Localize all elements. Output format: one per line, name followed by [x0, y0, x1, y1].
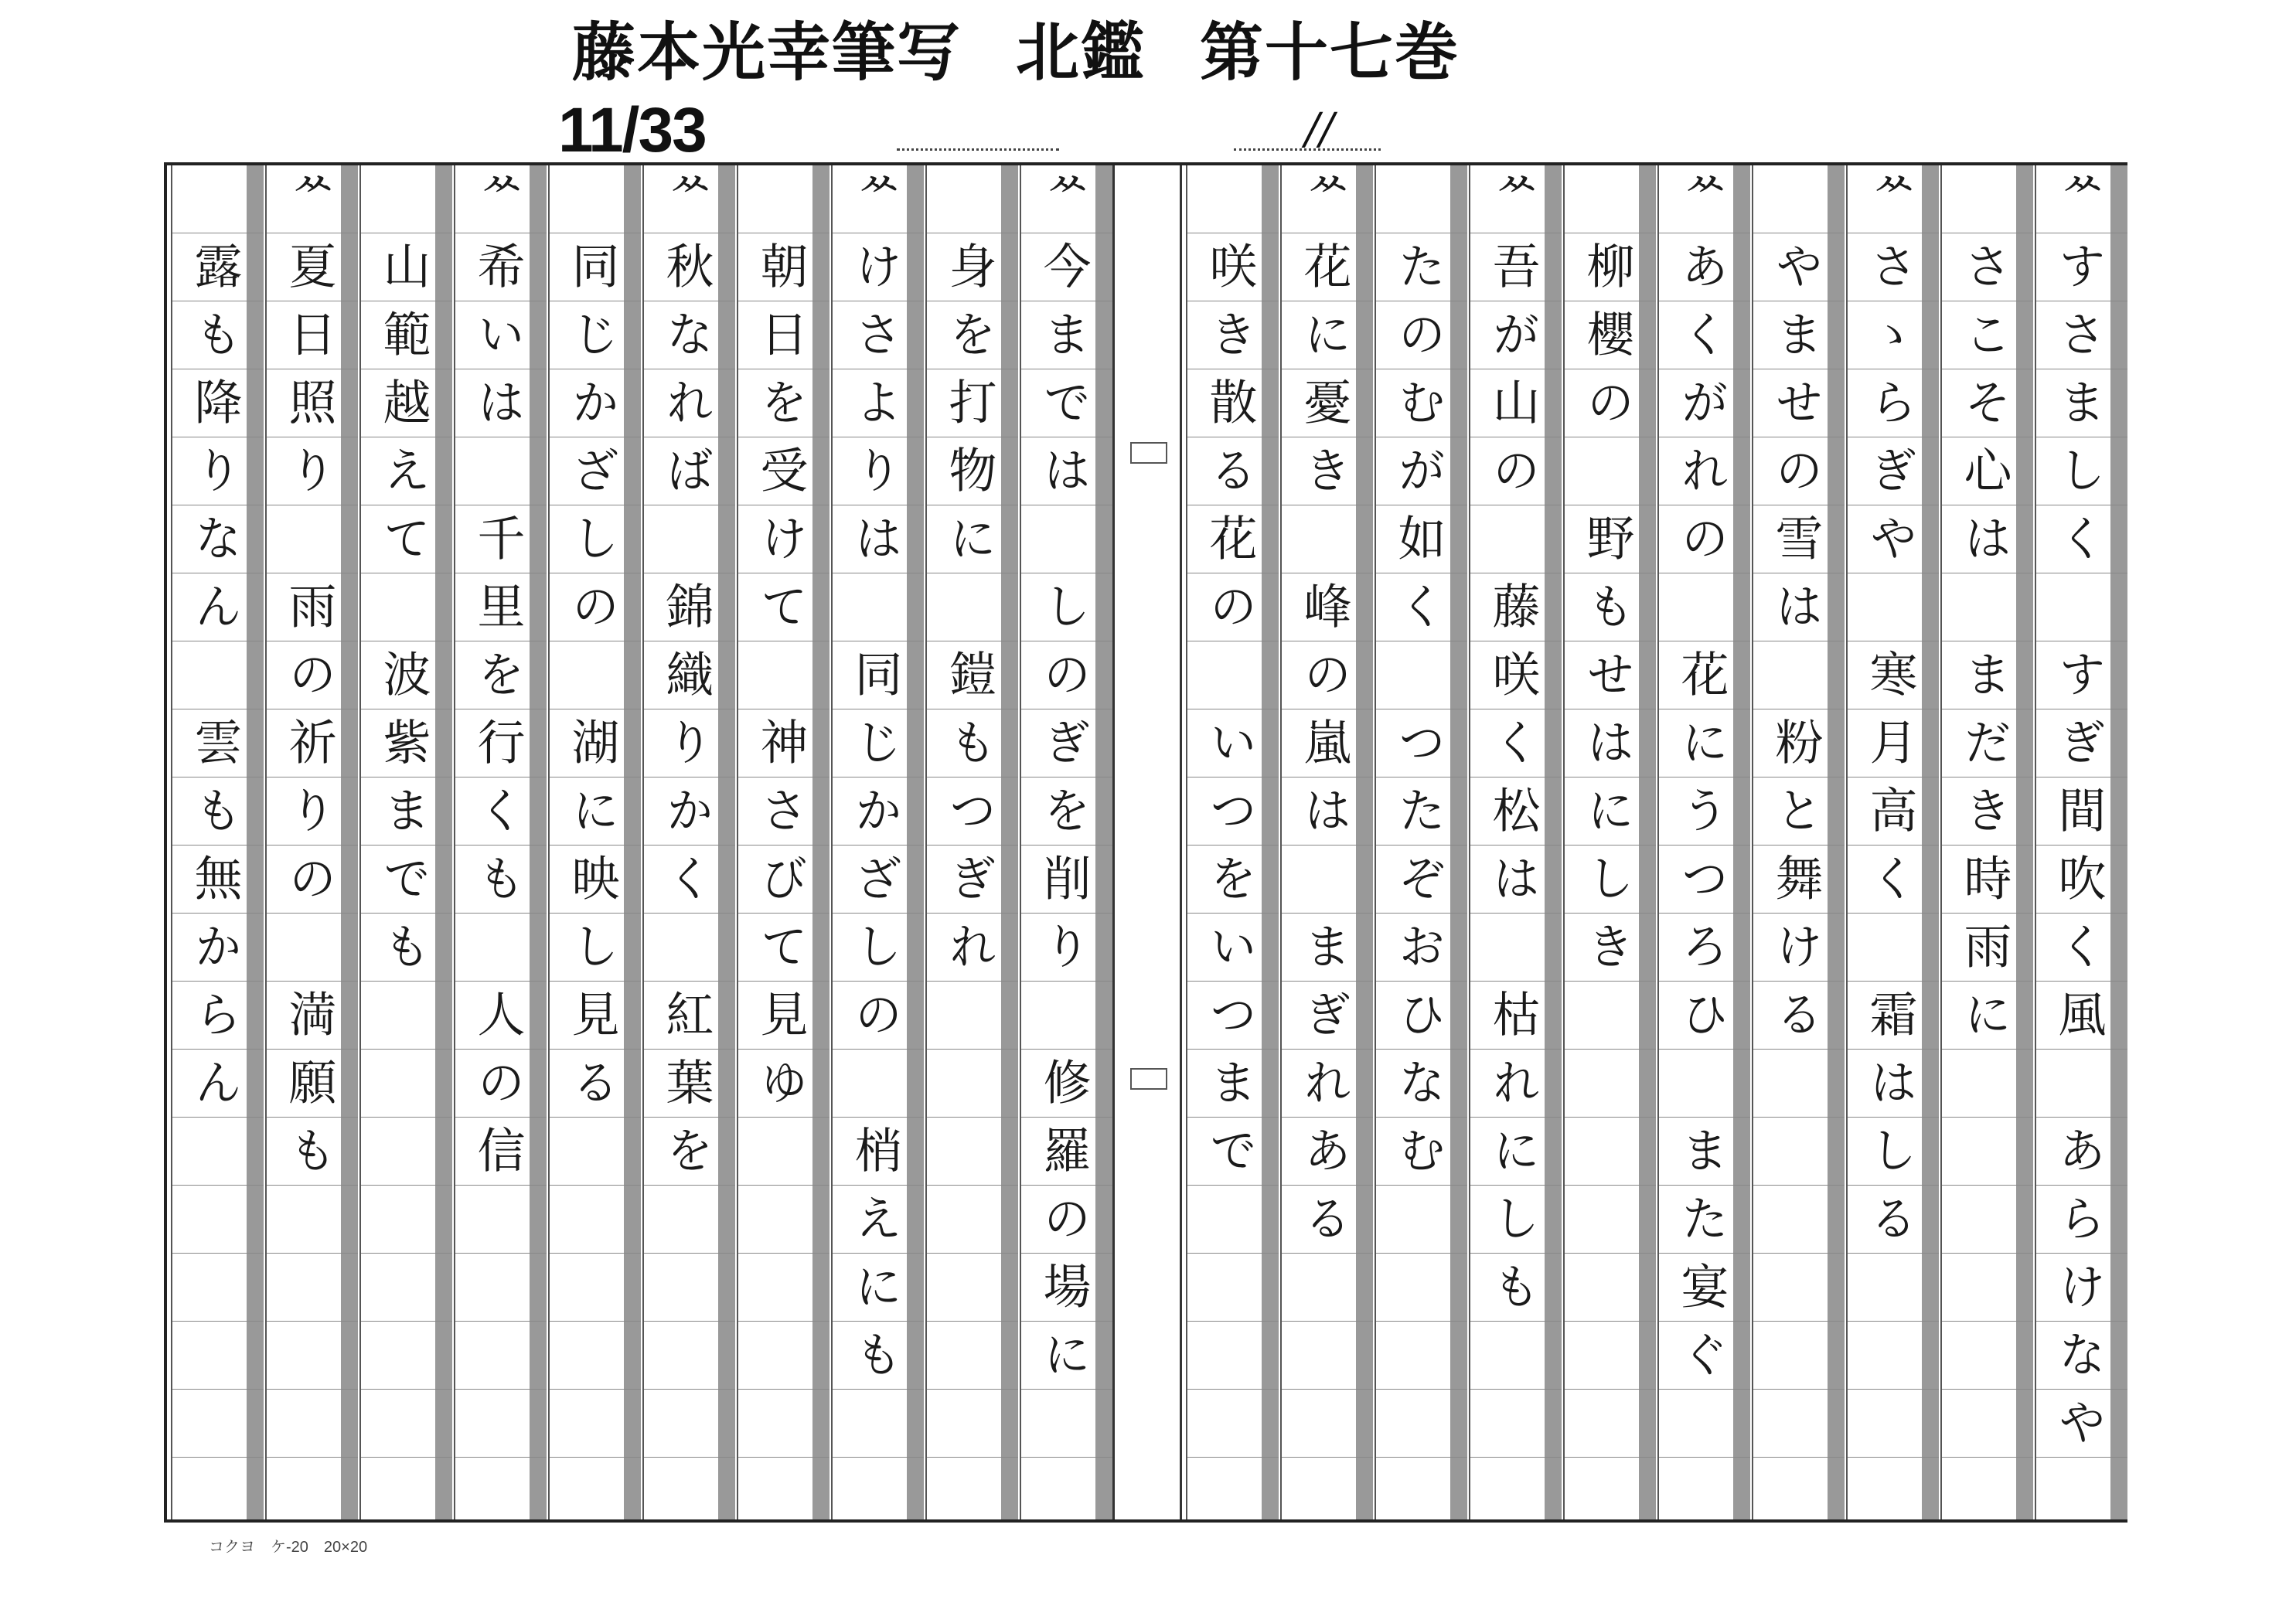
title-part-copyist: 藤本光幸筆写: [572, 16, 962, 90]
manuscript-column: [548, 165, 641, 1519]
column-text: ᄊ秋なれば 錦織りかく 紅葉を: [658, 173, 714, 1193]
manuscript-column: [1846, 165, 1939, 1519]
column-text: ᄊ吾が山の 藤咲く松は 枯れにしも: [1484, 173, 1541, 1329]
dotted-rule-left: [897, 148, 1059, 151]
manuscript-column: [1940, 165, 2033, 1519]
column-text: ᄊ今までは しのぎを削り 修羅の場に: [1035, 173, 1092, 1397]
center-gutter: [1112, 165, 1182, 1519]
manuscript-column: [1020, 165, 1112, 1519]
manuscript-column: [642, 165, 735, 1519]
column-text: 柳櫻の 野もせはにしき: [1579, 173, 1635, 989]
column-text: ᄊあくがれの 花にうつろひ また宴ぐ: [1673, 173, 1729, 1397]
left-page: [167, 165, 1112, 1519]
page-number: 11/33: [558, 95, 706, 165]
column-text: ᄊ夏日照り 雨の祈りの 満願も: [281, 173, 337, 1193]
column-text: 露も降りなん 雲も無からん: [186, 173, 243, 1125]
manuscript-column: [1469, 165, 1562, 1519]
document-title: [572, 16, 1514, 90]
manuscript-column: [265, 165, 358, 1519]
paper-brand-footer: コクヨ ケ-20 20×20: [209, 1539, 368, 1556]
column-text: 山範越えて 波紫までも: [375, 173, 431, 989]
column-text: ᄊけさよりは 同じかざしの 梢えにも: [847, 173, 903, 1397]
manuscript-column: [1280, 165, 1373, 1519]
column-text: ᄊすさましく すぎ間吹く風 あらけなや: [2050, 173, 2107, 1465]
manuscript-column: [454, 165, 547, 1519]
manuscript-column: [1563, 165, 1656, 1519]
manuscript-column: [831, 165, 924, 1519]
column-text: さこそ心は まだき時雨に: [1956, 173, 2012, 1057]
fold-mark-upper: [1130, 442, 1167, 464]
column-text: ᄊ希いは 千里を行くも 人の信: [469, 173, 526, 1193]
manuscript-column: [925, 165, 1018, 1519]
manuscript-column: [1375, 165, 1467, 1519]
title-part-work: 北鑑: [1016, 16, 1146, 90]
column-text: 朝日を受けて 神さびて見ゆ: [752, 173, 809, 1125]
ditto-mark: //: [1305, 104, 1334, 155]
column-text: 咲き散る花の いつをいつまで: [1201, 173, 1258, 1193]
column-text: たのむが如く つたぞおひなむ: [1390, 173, 1446, 1193]
column-text: ᄊさゝらぎや 寒月高く 霜はしる: [1862, 173, 1918, 1261]
fold-mark-lower: [1130, 1068, 1167, 1090]
manuscript-sheet: [164, 162, 2127, 1523]
column-text: 身を打物に 鎧もつぎれ: [941, 173, 997, 989]
manuscript-column: [2035, 165, 2127, 1519]
manuscript-column: [1186, 165, 1279, 1519]
manuscript-column: [171, 165, 264, 1519]
right-page: [1182, 165, 2127, 1519]
manuscript-column: [359, 165, 452, 1519]
column-text: やませの雪は 粉と舞ける: [1767, 173, 1824, 1057]
manuscript-column: [737, 165, 829, 1519]
manuscript-column: [1657, 165, 1750, 1519]
manuscript-column: [1752, 165, 1845, 1519]
title-part-volume: 第十七巻: [1200, 16, 1460, 90]
column-text: 同じかざしの 湖に映し見る: [564, 173, 620, 1125]
column-text: ᄊ花に憂き 峰の嵐は まぎれある: [1296, 173, 1352, 1261]
